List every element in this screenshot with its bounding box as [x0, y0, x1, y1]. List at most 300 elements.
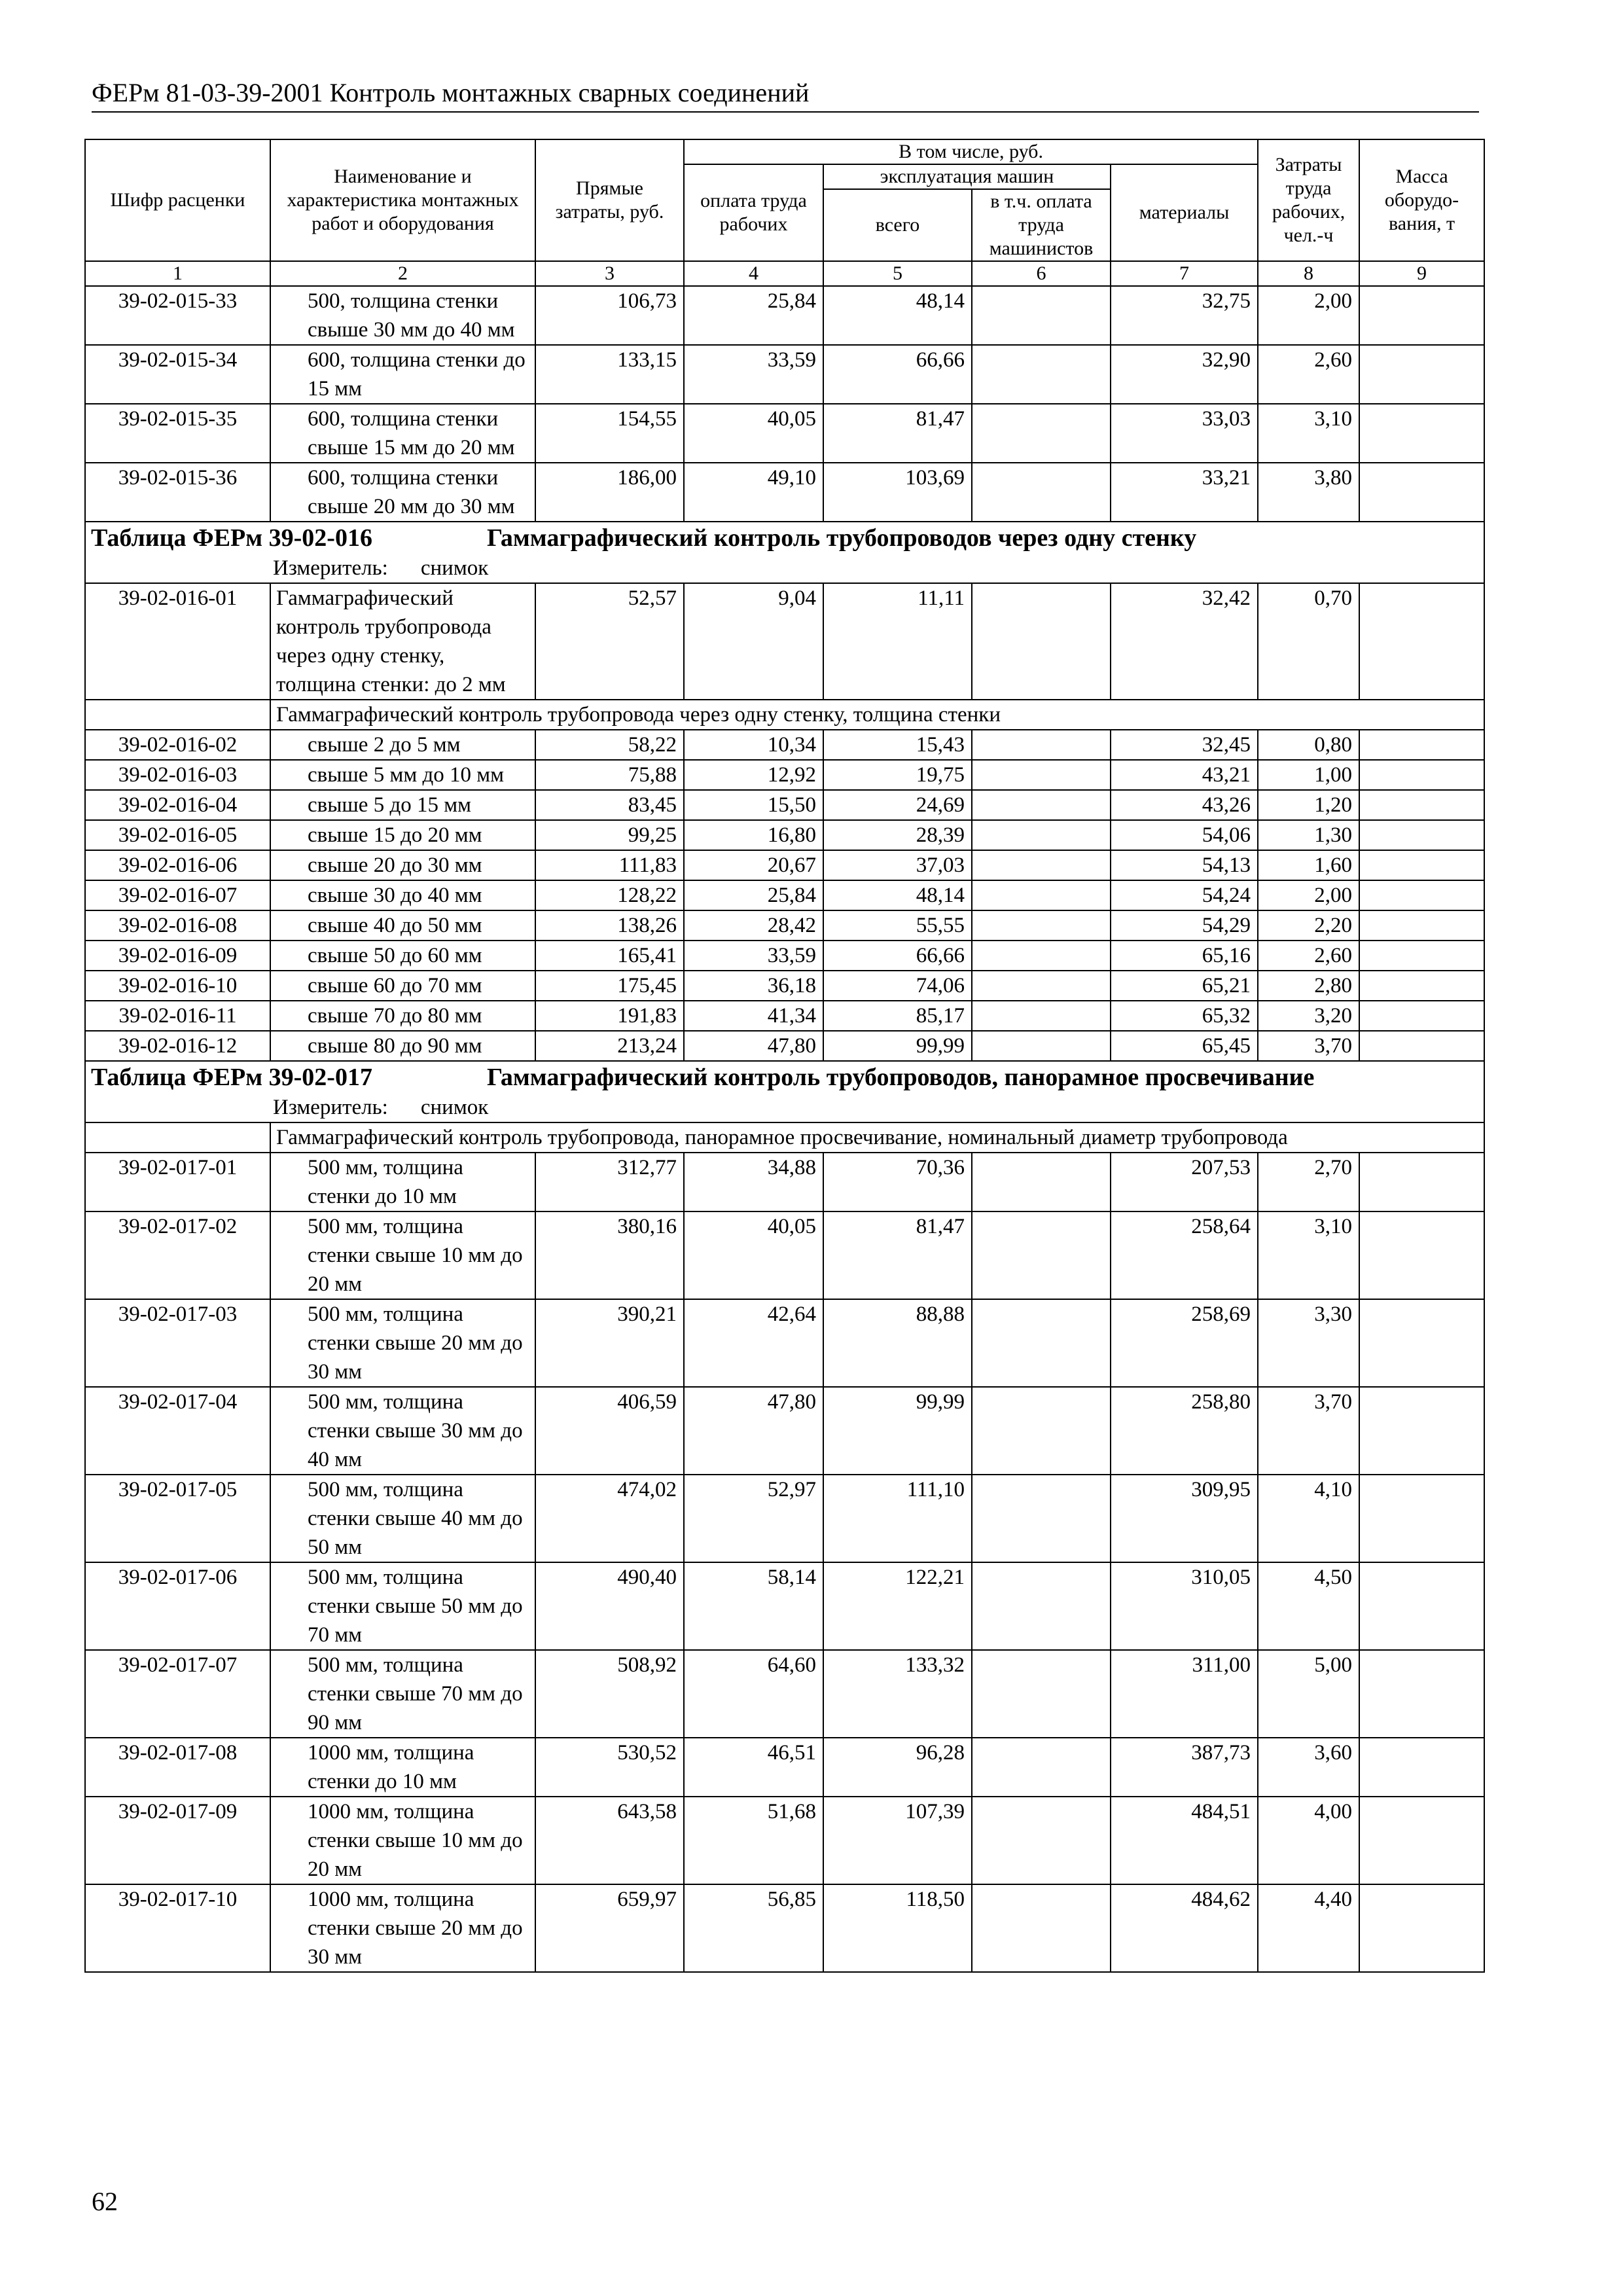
row-labor: 1,20 — [1258, 790, 1359, 820]
table-row — [85, 730, 1484, 760]
table-row — [85, 1562, 1484, 1650]
table-row — [85, 790, 1484, 820]
row-machinist-wages — [972, 583, 1111, 700]
column-numbers-row — [85, 261, 1484, 286]
row-labor: 1,00 — [1258, 760, 1359, 790]
row-mass — [1359, 971, 1484, 1001]
row-mass — [1359, 910, 1484, 941]
row-machine-cost: 66,66 — [823, 345, 972, 404]
table-row — [85, 1001, 1484, 1031]
col-number: 3 — [535, 261, 684, 286]
row-labor: 3,70 — [1258, 1031, 1359, 1061]
col-header-materials: материалы — [1111, 164, 1258, 261]
table-row — [85, 1387, 1484, 1475]
row-code: 39-02-017-01 — [85, 1153, 270, 1211]
row-direct-cost: 52,57 — [535, 583, 684, 700]
row-materials: 32,45 — [1111, 730, 1258, 760]
row-labor: 2,20 — [1258, 910, 1359, 941]
table-row — [85, 1031, 1484, 1061]
page-number: 62 — [92, 2187, 118, 2216]
subheader-text: Гаммаграфический контроль трубопровода через одну стенку, толщина стенки — [270, 700, 1484, 730]
row-code: 39-02-017-04 — [85, 1387, 270, 1475]
row-name: свыше 2 до 5 мм — [270, 730, 535, 760]
row-code: 39-02-017-06 — [85, 1562, 270, 1650]
table-row — [85, 463, 1484, 522]
row-wages: 15,50 — [684, 790, 823, 820]
row-materials: 484,62 — [1111, 1884, 1258, 1972]
table-017-caption: Гаммаграфический контроль трубопроводов, панорамное просвечивание — [487, 1064, 1315, 1091]
row-direct-cost: 490,40 — [535, 1562, 684, 1650]
row-wages: 52,97 — [684, 1475, 823, 1562]
row-wages: 46,51 — [684, 1738, 823, 1797]
row-code: 39-02-016-03 — [85, 760, 270, 790]
row-code: 39-02-016-10 — [85, 971, 270, 1001]
row-labor: 0,70 — [1258, 583, 1359, 700]
row-wages: 16,80 — [684, 820, 823, 850]
row-machinist-wages — [972, 1387, 1111, 1475]
row-machine-cost: 48,14 — [823, 286, 972, 345]
row-direct-cost: 380,16 — [535, 1211, 684, 1299]
table-row — [85, 880, 1484, 910]
row-machine-cost: 107,39 — [823, 1797, 972, 1884]
col-header-machines-total: всего — [823, 189, 972, 261]
subheader-text: Гаммаграфический контроль трубопровода, панорамное просвечивание, номинальный диаметр трубопровода — [270, 1122, 1484, 1153]
meter-label: Измеритель: — [273, 1096, 388, 1119]
table-row — [85, 1650, 1484, 1738]
row-name: 600, толщина стенки свыше 15 мм до 20 мм — [270, 404, 535, 463]
table-016-number: Таблица ФЕРм 39-02-016 — [91, 524, 372, 552]
meter-label: Измеритель: — [273, 556, 388, 580]
page-header: ФЕРм 81-03-39-2001 Контроль монтажных сварных соединений — [92, 77, 1479, 113]
row-labor: 1,30 — [1258, 820, 1359, 850]
row-labor: 2,80 — [1258, 971, 1359, 1001]
row-direct-cost: 83,45 — [535, 790, 684, 820]
table-row — [85, 820, 1484, 850]
meter-value: снимок — [420, 1096, 489, 1119]
table-row — [85, 345, 1484, 404]
row-machine-cost: 103,69 — [823, 463, 972, 522]
row-direct-cost: 191,83 — [535, 1001, 684, 1031]
row-materials: 54,24 — [1111, 880, 1258, 910]
row-machine-cost: 28,39 — [823, 820, 972, 850]
row-name: свыше 70 до 80 мм — [270, 1001, 535, 1031]
col-header-code: Шифр расценки — [85, 139, 270, 261]
row-direct-cost: 312,77 — [535, 1153, 684, 1211]
row-name: 500 мм, толщина стенки свыше 10 мм до 20 мм — [270, 1211, 535, 1299]
row-materials: 65,45 — [1111, 1031, 1258, 1061]
row-name: Гаммаграфический контроль трубопровода через одну стенку, толщина стенки: до 2 мм — [270, 583, 535, 700]
row-code: 39-02-016-12 — [85, 1031, 270, 1061]
row-labor: 3,60 — [1258, 1738, 1359, 1797]
row-machine-cost: 99,99 — [823, 1031, 972, 1061]
row-name: свыше 60 до 70 мм — [270, 971, 535, 1001]
row-mass — [1359, 1031, 1484, 1061]
row-name: свыше 30 до 40 мм — [270, 880, 535, 910]
row-mass — [1359, 1562, 1484, 1650]
row-labor: 2,70 — [1258, 1153, 1359, 1211]
col-header-machines: эксплуатация машин — [823, 164, 1111, 189]
row-mass — [1359, 1387, 1484, 1475]
row-machinist-wages — [972, 345, 1111, 404]
row-code: 39-02-017-05 — [85, 1475, 270, 1562]
col-number: 6 — [972, 261, 1111, 286]
row-labor: 2,60 — [1258, 941, 1359, 971]
row-direct-cost: 530,52 — [535, 1738, 684, 1797]
row-mass — [1359, 1153, 1484, 1211]
row-machine-cost: 74,06 — [823, 971, 972, 1001]
row-mass — [1359, 941, 1484, 971]
row-direct-cost: 99,25 — [535, 820, 684, 850]
table-row — [85, 971, 1484, 1001]
row-direct-cost: 643,58 — [535, 1797, 684, 1884]
row-name: свыше 5 мм до 10 мм — [270, 760, 535, 790]
row-labor: 3,10 — [1258, 1211, 1359, 1299]
table-row — [85, 1299, 1484, 1387]
row-machinist-wages — [972, 1650, 1111, 1738]
row-code: 39-02-017-07 — [85, 1650, 270, 1738]
row-mass — [1359, 1738, 1484, 1797]
row-materials: 33,03 — [1111, 404, 1258, 463]
row-machinist-wages — [972, 404, 1111, 463]
col-header-name: Наименование и характеристика монтажных работ и оборудования — [270, 139, 535, 261]
row-wages: 47,80 — [684, 1031, 823, 1061]
row-direct-cost: 138,26 — [535, 910, 684, 941]
row-machine-cost: 122,21 — [823, 1562, 972, 1650]
row-materials: 32,90 — [1111, 345, 1258, 404]
row-mass — [1359, 880, 1484, 910]
row-materials: 387,73 — [1111, 1738, 1258, 1797]
row-machinist-wages — [972, 790, 1111, 820]
row-labor: 3,30 — [1258, 1299, 1359, 1387]
row-wages: 51,68 — [684, 1797, 823, 1884]
row-labor: 1,60 — [1258, 850, 1359, 880]
row-wages: 20,67 — [684, 850, 823, 880]
row-materials: 43,21 — [1111, 760, 1258, 790]
row-mass — [1359, 345, 1484, 404]
col-header-mass: Масса оборудо-вания, т — [1359, 139, 1484, 261]
row-machinist-wages — [972, 1153, 1111, 1211]
row-machinist-wages — [972, 760, 1111, 790]
row-materials: 32,42 — [1111, 583, 1258, 700]
row-name: свыше 80 до 90 мм — [270, 1031, 535, 1061]
row-materials: 54,29 — [1111, 910, 1258, 941]
row-code: 39-02-016-08 — [85, 910, 270, 941]
row-name: 1000 мм, толщина стенки до 10 мм — [270, 1738, 535, 1797]
row-machinist-wages — [972, 1562, 1111, 1650]
row-code: 39-02-017-09 — [85, 1797, 270, 1884]
rates-table — [84, 139, 1485, 1973]
row-materials: 54,06 — [1111, 820, 1258, 850]
row-direct-cost: 58,22 — [535, 730, 684, 760]
row-materials: 65,16 — [1111, 941, 1258, 971]
table-row — [85, 941, 1484, 971]
row-materials: 54,13 — [1111, 850, 1258, 880]
row-labor: 3,20 — [1258, 1001, 1359, 1031]
row-machine-cost: 85,17 — [823, 1001, 972, 1031]
col-number: 1 — [85, 261, 270, 286]
row-direct-cost: 111,83 — [535, 850, 684, 880]
row-machine-cost: 48,14 — [823, 880, 972, 910]
table-016-rows — [85, 730, 1484, 1061]
row-name: 600, толщина стенки до 15 мм — [270, 345, 535, 404]
row-wages: 40,05 — [684, 404, 823, 463]
row-materials: 309,95 — [1111, 1475, 1258, 1562]
row-direct-cost: 213,24 — [535, 1031, 684, 1061]
meter-value: снимок — [420, 556, 489, 580]
table-row — [85, 1211, 1484, 1299]
table-row — [85, 583, 1484, 700]
row-mass — [1359, 1650, 1484, 1738]
table-017-title — [85, 1061, 1484, 1093]
row-wages: 10,34 — [684, 730, 823, 760]
row-labor: 3,70 — [1258, 1387, 1359, 1475]
row-machine-cost: 70,36 — [823, 1153, 972, 1211]
table-016-meter — [85, 554, 1484, 583]
row-wages: 12,92 — [684, 760, 823, 790]
row-materials: 32,75 — [1111, 286, 1258, 345]
row-name: 500, толщина стенки свыше 30 мм до 40 мм — [270, 286, 535, 345]
row-code: 39-02-015-33 — [85, 286, 270, 345]
row-code: 39-02-016-01 — [85, 583, 270, 700]
col-number: 4 — [684, 261, 823, 286]
row-machine-cost: 24,69 — [823, 790, 972, 820]
table-016-first-row — [85, 583, 1484, 700]
row-name: 600, толщина стенки свыше 20 мм до 30 мм — [270, 463, 535, 522]
col-header-labor: Затраты труда рабочих, чел.-ч — [1258, 139, 1359, 261]
row-code: 39-02-017-08 — [85, 1738, 270, 1797]
col-header-wages: оплата труда рабочих — [684, 164, 823, 261]
row-mass — [1359, 1475, 1484, 1562]
row-name: 500 мм, толщина стенки свыше 20 мм до 30 мм — [270, 1299, 535, 1387]
row-direct-cost: 406,59 — [535, 1387, 684, 1475]
row-wages: 25,84 — [684, 286, 823, 345]
row-name: свыше 15 до 20 мм — [270, 820, 535, 850]
table-017-number: Таблица ФЕРм 39-02-017 — [91, 1064, 372, 1091]
row-labor: 4,10 — [1258, 1475, 1359, 1562]
row-machine-cost: 11,11 — [823, 583, 972, 700]
row-wages: 25,84 — [684, 880, 823, 910]
row-code: 39-02-016-07 — [85, 880, 270, 910]
row-machine-cost: 37,03 — [823, 850, 972, 880]
row-code: 39-02-017-03 — [85, 1299, 270, 1387]
row-materials: 311,00 — [1111, 1650, 1258, 1738]
row-direct-cost: 165,41 — [535, 941, 684, 971]
row-direct-cost: 75,88 — [535, 760, 684, 790]
row-code: 39-02-016-09 — [85, 941, 270, 971]
row-machinist-wages — [972, 463, 1111, 522]
row-labor: 3,10 — [1258, 404, 1359, 463]
row-materials: 310,05 — [1111, 1562, 1258, 1650]
row-machinist-wages — [972, 286, 1111, 345]
row-wages: 47,80 — [684, 1387, 823, 1475]
row-wages: 33,59 — [684, 941, 823, 971]
col-header-machinists: в т.ч. оплата труда машинистов — [972, 189, 1111, 261]
row-machinist-wages — [972, 820, 1111, 850]
row-mass — [1359, 1299, 1484, 1387]
row-machine-cost: 15,43 — [823, 730, 972, 760]
row-wages: 49,10 — [684, 463, 823, 522]
row-machine-cost: 81,47 — [823, 1211, 972, 1299]
row-wages: 9,04 — [684, 583, 823, 700]
row-name: 500 мм, толщина стенки до 10 мм — [270, 1153, 535, 1211]
row-machine-cost: 111,10 — [823, 1475, 972, 1562]
row-code: 39-02-015-35 — [85, 404, 270, 463]
row-materials: 484,51 — [1111, 1797, 1258, 1884]
row-direct-cost: 186,00 — [535, 463, 684, 522]
row-machinist-wages — [972, 1299, 1111, 1387]
row-name: 1000 мм, толщина стенки свыше 10 мм до 20 мм — [270, 1797, 535, 1884]
table-row — [85, 760, 1484, 790]
row-materials: 258,80 — [1111, 1387, 1258, 1475]
row-machinist-wages — [972, 730, 1111, 760]
row-direct-cost: 474,02 — [535, 1475, 684, 1562]
row-mass — [1359, 404, 1484, 463]
row-wages: 58,14 — [684, 1562, 823, 1650]
table-row — [85, 1475, 1484, 1562]
table-row — [85, 1153, 1484, 1211]
row-code: 39-02-016-06 — [85, 850, 270, 880]
row-labor: 5,00 — [1258, 1650, 1359, 1738]
row-name: свыше 50 до 60 мм — [270, 941, 535, 971]
row-code: 39-02-017-02 — [85, 1211, 270, 1299]
col-number: 7 — [1111, 261, 1258, 286]
col-number: 8 — [1258, 261, 1359, 286]
row-code: 39-02-017-10 — [85, 1884, 270, 1972]
row-machine-cost: 55,55 — [823, 910, 972, 941]
table-015-rows — [85, 286, 1484, 522]
row-labor: 2,00 — [1258, 286, 1359, 345]
row-machine-cost: 19,75 — [823, 760, 972, 790]
row-code: 39-02-016-02 — [85, 730, 270, 760]
row-name: 1000 мм, толщина стенки свыше 20 мм до 30 мм — [270, 1884, 535, 1972]
row-name: свыше 40 до 50 мм — [270, 910, 535, 941]
row-materials: 207,53 — [1111, 1153, 1258, 1211]
row-machinist-wages — [972, 971, 1111, 1001]
row-wages: 40,05 — [684, 1211, 823, 1299]
row-wages: 28,42 — [684, 910, 823, 941]
table-row — [85, 1797, 1484, 1884]
col-number: 9 — [1359, 261, 1484, 286]
table-row — [85, 1738, 1484, 1797]
row-mass — [1359, 1797, 1484, 1884]
row-name: свыше 20 до 30 мм — [270, 850, 535, 880]
row-direct-cost: 154,55 — [535, 404, 684, 463]
table-017-meter — [85, 1093, 1484, 1122]
row-mass — [1359, 1001, 1484, 1031]
row-mass — [1359, 760, 1484, 790]
row-mass — [1359, 463, 1484, 522]
row-mass — [1359, 1211, 1484, 1299]
row-name: свыше 5 до 15 мм — [270, 790, 535, 820]
row-labor: 3,80 — [1258, 463, 1359, 522]
row-wages: 33,59 — [684, 345, 823, 404]
row-machinist-wages — [972, 1031, 1111, 1061]
row-machine-cost: 133,32 — [823, 1650, 972, 1738]
table-row — [85, 286, 1484, 345]
row-wages: 36,18 — [684, 971, 823, 1001]
table-row — [85, 910, 1484, 941]
row-machine-cost: 118,50 — [823, 1884, 972, 1972]
row-wages: 42,64 — [684, 1299, 823, 1387]
row-materials: 65,32 — [1111, 1001, 1258, 1031]
row-wages: 41,34 — [684, 1001, 823, 1031]
row-materials: 43,26 — [1111, 790, 1258, 820]
row-code: 39-02-016-04 — [85, 790, 270, 820]
row-wages: 64,60 — [684, 1650, 823, 1738]
table-017-heading — [85, 1061, 1484, 1153]
row-mass — [1359, 583, 1484, 700]
row-name: 500 мм, толщина стенки свыше 50 мм до 70 мм — [270, 1562, 535, 1650]
row-mass — [1359, 850, 1484, 880]
row-name: 500 мм, толщина стенки свыше 30 мм до 40 мм — [270, 1387, 535, 1475]
row-direct-cost: 390,21 — [535, 1299, 684, 1387]
row-materials: 258,64 — [1111, 1211, 1258, 1299]
table-016-heading — [85, 522, 1484, 583]
row-machine-cost: 96,28 — [823, 1738, 972, 1797]
table-016-subheader — [85, 700, 1484, 730]
col-header-direct: Прямые затраты, руб. — [535, 139, 684, 261]
row-machinist-wages — [972, 910, 1111, 941]
table-row — [85, 404, 1484, 463]
row-machine-cost: 81,47 — [823, 404, 972, 463]
table-row — [85, 1884, 1484, 1972]
row-machinist-wages — [972, 1001, 1111, 1031]
row-mass — [1359, 820, 1484, 850]
row-code: 39-02-015-34 — [85, 345, 270, 404]
row-wages: 34,88 — [684, 1153, 823, 1211]
row-machinist-wages — [972, 1797, 1111, 1884]
row-machine-cost: 88,88 — [823, 1299, 972, 1387]
row-machinist-wages — [972, 880, 1111, 910]
row-direct-cost: 128,22 — [535, 880, 684, 910]
row-machinist-wages — [972, 1738, 1111, 1797]
col-number: 2 — [270, 261, 535, 286]
row-materials: 33,21 — [1111, 463, 1258, 522]
row-machinist-wages — [972, 1211, 1111, 1299]
table-017-rows — [85, 1153, 1484, 1972]
row-mass — [1359, 790, 1484, 820]
row-name: 500 мм, толщина стенки свыше 40 мм до 50 мм — [270, 1475, 535, 1562]
row-direct-cost: 106,73 — [535, 286, 684, 345]
row-name: 500 мм, толщина стенки свыше 70 мм до 90 мм — [270, 1650, 535, 1738]
row-machinist-wages — [972, 850, 1111, 880]
row-direct-cost: 508,92 — [535, 1650, 684, 1738]
table-016-title — [85, 522, 1484, 554]
row-machinist-wages — [972, 941, 1111, 971]
table-016-caption: Гаммаграфический контроль трубопроводов через одну стенку — [487, 524, 1197, 552]
row-direct-cost: 133,15 — [535, 345, 684, 404]
row-labor: 2,00 — [1258, 880, 1359, 910]
row-code: 39-02-016-11 — [85, 1001, 270, 1031]
row-direct-cost: 175,45 — [535, 971, 684, 1001]
row-materials: 258,69 — [1111, 1299, 1258, 1387]
row-wages: 56,85 — [684, 1884, 823, 1972]
col-number: 5 — [823, 261, 972, 286]
row-machinist-wages — [972, 1884, 1111, 1972]
row-mass — [1359, 286, 1484, 345]
row-machine-cost: 99,99 — [823, 1387, 972, 1475]
row-mass — [1359, 730, 1484, 760]
row-machine-cost: 66,66 — [823, 941, 972, 971]
row-materials: 65,21 — [1111, 971, 1258, 1001]
row-labor: 4,50 — [1258, 1562, 1359, 1650]
row-mass — [1359, 1884, 1484, 1972]
row-code: 39-02-015-36 — [85, 463, 270, 522]
col-header-including: В том числе, руб. — [684, 139, 1258, 164]
row-labor: 2,60 — [1258, 345, 1359, 404]
table-row — [85, 850, 1484, 880]
row-labor: 0,80 — [1258, 730, 1359, 760]
